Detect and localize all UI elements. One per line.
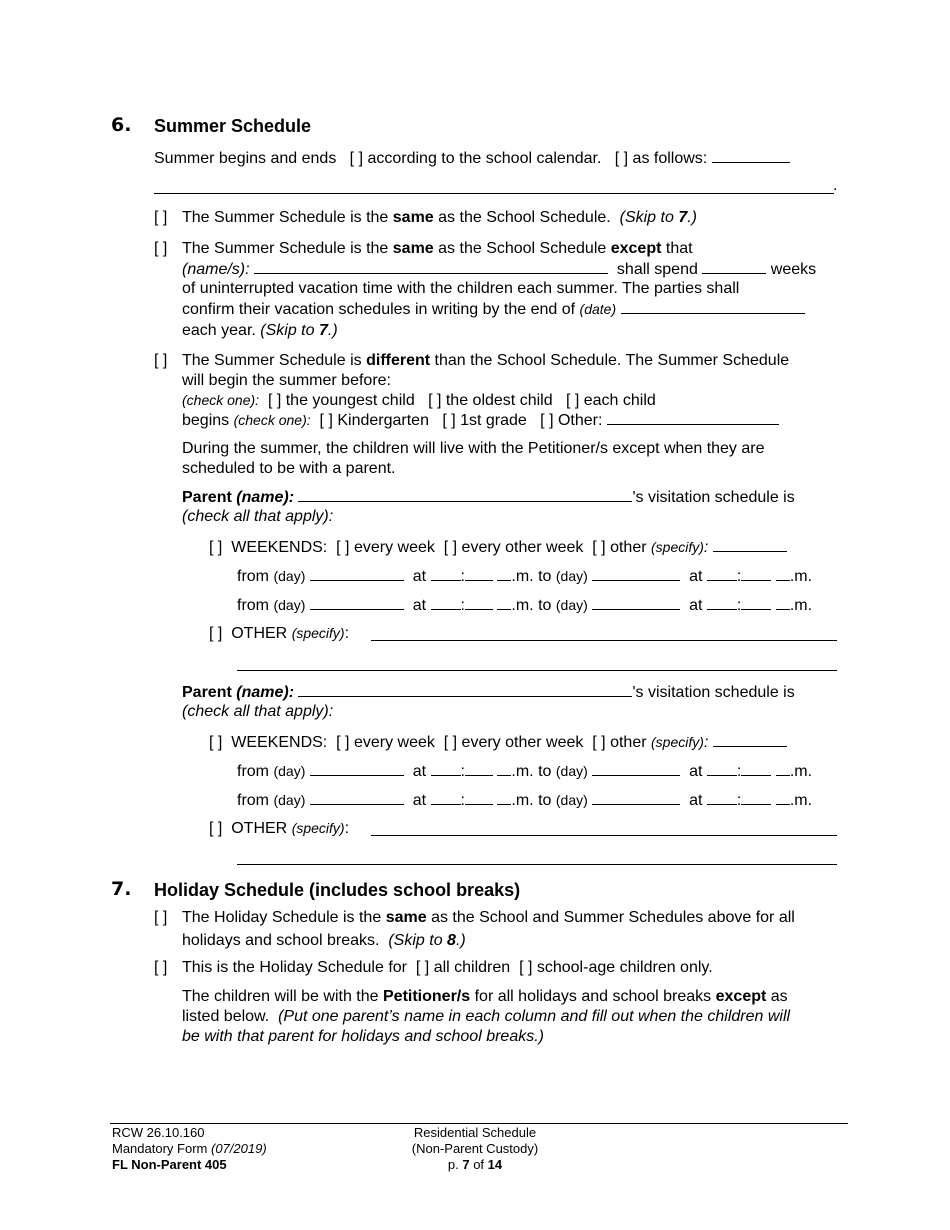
as-follows-field-line2[interactable] (154, 193, 834, 194)
names-field[interactable] (254, 259, 608, 274)
during-summer-line1: During the summer, the children will live with the Petitioner/s except when they are (182, 440, 765, 457)
holiday-same-line1: The Holiday Schedule is the same as the School and Summer Schedules above for all (182, 909, 795, 926)
youngest-child-checkbox[interactable]: [ ] (267, 392, 282, 409)
all-children-checkbox[interactable]: [ ] (415, 959, 430, 976)
ampm-field[interactable] (497, 790, 511, 805)
holiday-para-line2: listed below. (Put one parent’s name in each column and fill out when the children will (182, 1008, 791, 1025)
section-7-number: 7. (111, 878, 132, 900)
parent-2-other-specify-field[interactable] (713, 732, 787, 747)
parent-2-other-row-checkbox[interactable]: [ ] (209, 820, 223, 837)
holiday-para-line3: be with that parent for holidays and school breaks.) (182, 1028, 544, 1045)
minute-field[interactable] (465, 790, 493, 805)
parent-2-from-row-2: from (day) at : .m. to (day) at : .m. (237, 792, 813, 809)
hour-field[interactable] (431, 595, 461, 610)
summer-before-choices: (check one): [ ] the youngest child [ ] the oldest child [ ] each child (182, 392, 656, 409)
section-6-title: Summer Schedule (154, 116, 312, 136)
holiday-schedule-for-checkbox[interactable]: [ ] (154, 959, 168, 976)
parent-2-from-row-1: from (day) at : .m. to (day) at : .m. (237, 763, 813, 780)
parent-1-other-row: [ ] OTHER (specify): (209, 625, 350, 642)
footer-center: Residential Schedule (Non-Parent Custody) p. 7 of 14 (411, 1125, 539, 1172)
parent-1-weekends-checkbox[interactable]: [ ] (209, 539, 223, 556)
parent-2-weekends-row: [ ] WEEKENDS: [ ] every week [ ] every other week [ ] other (specify): (209, 732, 787, 753)
holiday-same-checkbox[interactable]: [ ] (154, 909, 168, 926)
summer-except-line2: (name/s): shall spend weeks (182, 261, 817, 278)
parent-1-every-week-checkbox[interactable]: [ ] (336, 539, 350, 556)
ampm-field[interactable] (497, 761, 511, 776)
parent-1-from-row-2: from (day) at : .m. to (day) at : .m. (237, 597, 813, 614)
school-calendar-checkbox[interactable]: [ ] (349, 150, 364, 167)
holiday-schedule-for-line: This is the Holiday Schedule for [ ] all children [ ] school-age children only. (182, 959, 713, 976)
parent-1-name-field[interactable] (298, 487, 632, 502)
parent-2-weekends-checkbox[interactable]: [ ] (209, 734, 223, 751)
parent-2-other-row: [ ] OTHER (specify): (209, 820, 350, 837)
oldest-child-checkbox[interactable]: [ ] (428, 392, 442, 409)
to-day-field[interactable] (592, 595, 680, 610)
parent-2-check-all: (check all that apply): (182, 703, 334, 720)
summer-same-text: The Summer Schedule is the same as the School Schedule. (Skip to 7.) (182, 209, 697, 226)
parent-1-other-field[interactable] (371, 640, 837, 641)
as-follows-checkbox[interactable]: [ ] (614, 150, 629, 167)
each-child-checkbox[interactable]: [ ] (565, 392, 580, 409)
hour-field[interactable] (707, 761, 737, 776)
summer-different-checkbox[interactable]: [ ] (154, 352, 168, 369)
minute-field[interactable] (741, 790, 771, 805)
kindergarten-checkbox[interactable]: [ ] (319, 412, 333, 429)
ampm-field[interactable] (776, 761, 790, 776)
hour-field[interactable] (707, 790, 737, 805)
hour-field[interactable] (431, 566, 461, 581)
parent-1-other-checkbox[interactable]: [ ] (592, 539, 606, 556)
begins-choices: begins (check one): [ ] Kindergarten [ ] 1st grade [ ] Other: (182, 410, 779, 431)
to-day-field[interactable] (592, 790, 680, 805)
confirm-date-field[interactable] (621, 299, 805, 314)
summer-except-line4: confirm their vacation schedules in writing by the end of (date) (182, 299, 805, 320)
ampm-field[interactable] (776, 566, 790, 581)
during-summer-line2: scheduled to be with a parent. (182, 460, 396, 477)
footer-rule (110, 1123, 848, 1124)
summer-except-line3: of uninterrupted vacation time with the children each summer. The parties shall (182, 280, 740, 297)
to-day-field[interactable] (592, 566, 680, 581)
parent-2-name-field[interactable] (298, 682, 632, 697)
minute-field[interactable] (741, 761, 771, 776)
as-follows-field[interactable] (712, 148, 790, 163)
summer-different-line2: will begin the summer before: (182, 372, 391, 389)
holiday-same-line2: holidays and school breaks. (Skip to 8.) (182, 932, 466, 949)
summer-except-line1: The Summer Schedule is the same as the School Schedule except that (182, 240, 693, 257)
other-grade-checkbox[interactable]: [ ] (540, 412, 554, 429)
parent-1-every-other-week-checkbox[interactable]: [ ] (443, 539, 458, 556)
summer-same-checkbox[interactable]: [ ] (154, 209, 168, 226)
hour-field[interactable] (707, 566, 737, 581)
parent-1-other-row-checkbox[interactable]: [ ] (209, 625, 223, 642)
ampm-field[interactable] (497, 566, 511, 581)
parent-2-line: Parent (name): 's visitation schedule is (182, 684, 795, 701)
parent-2-every-other-week-checkbox[interactable]: [ ] (443, 734, 458, 751)
from-day-field[interactable] (310, 790, 404, 805)
weeks-field[interactable] (702, 259, 766, 274)
parent-2-other-field-line2[interactable] (237, 864, 837, 865)
summer-except-line5: each year. (Skip to 7.) (182, 322, 338, 339)
minute-field[interactable] (741, 595, 771, 610)
from-day-field[interactable] (310, 595, 404, 610)
parent-1-other-field-line2[interactable] (237, 670, 837, 671)
parent-1-check-all: (check all that apply): (182, 508, 334, 525)
ampm-field[interactable] (497, 595, 511, 610)
minute-field[interactable] (465, 566, 493, 581)
from-day-field[interactable] (310, 761, 404, 776)
section-7-title: Holiday Schedule (includes school breaks) (154, 880, 521, 900)
from-day-field[interactable] (310, 566, 404, 581)
hour-field[interactable] (431, 790, 461, 805)
parent-2-every-week-checkbox[interactable]: [ ] (336, 734, 350, 751)
holiday-para-line1: The children will be with the Petitioner/s for all holidays and school breaks except as (182, 988, 788, 1005)
minute-field[interactable] (741, 566, 771, 581)
hour-field[interactable] (431, 761, 461, 776)
parent-2-other-field[interactable] (371, 835, 837, 836)
footer-left: RCW 26.10.160 Mandatory Form (07/2019) FL Non-Parent 405 (112, 1125, 267, 1172)
parent-2-other-checkbox[interactable]: [ ] (592, 734, 606, 751)
parent-1-from-row-1: from (day) at : .m. to (day) at : .m. (237, 568, 813, 585)
summer-dates-line: Summer begins and ends [ ] according to the school calendar. [ ] as follows: (154, 148, 790, 169)
parent-1-weekends-row: [ ] WEEKENDS: [ ] every week [ ] every other week [ ] other (specify): (209, 537, 787, 558)
minute-field[interactable] (465, 761, 493, 776)
other-grade-field[interactable] (607, 410, 779, 425)
school-age-checkbox[interactable]: [ ] (519, 959, 533, 976)
parent-1-line: Parent (name): 's visitation schedule is (182, 489, 795, 506)
first-grade-checkbox[interactable]: [ ] (442, 412, 456, 429)
summer-same-except-checkbox[interactable]: [ ] (154, 240, 168, 257)
period: . (833, 177, 838, 194)
hour-field[interactable] (707, 595, 737, 610)
ampm-field[interactable] (776, 595, 790, 610)
ampm-field[interactable] (776, 790, 790, 805)
to-day-field[interactable] (592, 761, 680, 776)
summer-different-line1: The Summer Schedule is different than the School Schedule. The Summer Schedule (182, 352, 790, 369)
section-6-number: 6. (111, 114, 132, 136)
parent-1-other-specify-field[interactable] (713, 537, 787, 552)
minute-field[interactable] (465, 595, 493, 610)
